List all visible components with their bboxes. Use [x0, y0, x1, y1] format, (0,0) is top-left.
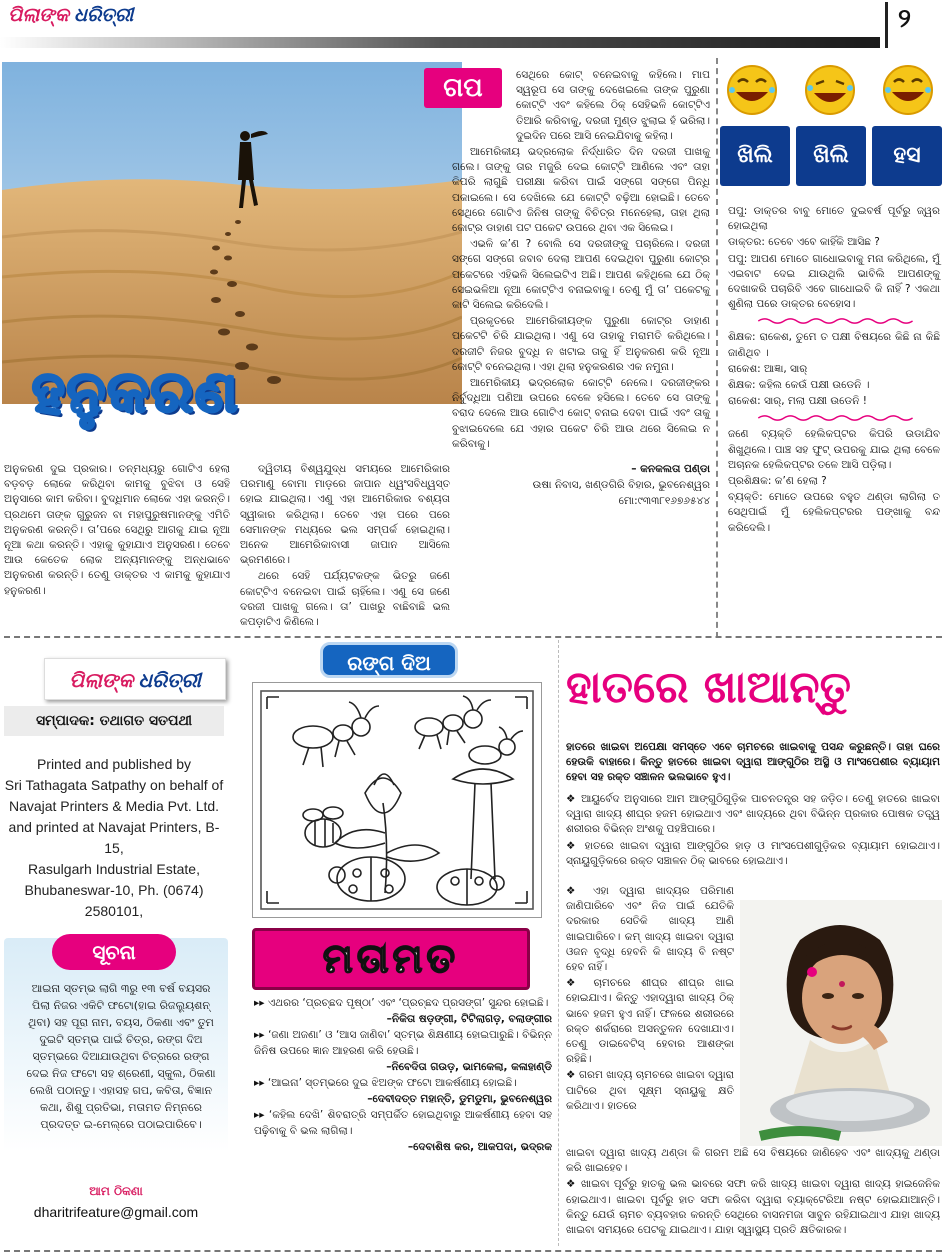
opinion-text-2: ▸▸ ‘ଜଣା ଅଜଣା’ ଓ ‘ଆସ ଜାଣିବା’ ସ୍ତମ୍ଭ ଶିକ୍ଷଣୀୟ ହୋଇପାରୁଛି। ବିଭିନ୍ନ ଜିନିଷ ଉପରେ ଜ୍ଞାନ ଆହରଣ କରି ହେଉଛି। — [254, 1029, 552, 1057]
story-author: – କନକଲତା ପଣ୍ଡା — [631, 463, 710, 476]
page-header — [0, 0, 945, 50]
jokes-faces — [718, 60, 942, 120]
masthead-logo-part2: ଧରିତ୍ରୀ — [138, 668, 201, 692]
story-para-r4: ଆମେରିକୀୟ ଭଦ୍ରଲୋକ କୋଟ୍‌ଟି ନେଲେ। ଦରଜୀଙ୍କର ନିର୍ବୁଦ୍ଧିଆ ପଣିଆ ଉପରେ ବେଳେ ହସିଲେ। ତେବେ ସେ ତାଙ୍କୁ ବରାଦ ଦେଲେ ଆଉ ଗୋଟିଏ କୋଟ୍ ବନାଇ ଦେବା ପାଇଁ ଏବଂ ତାକୁ ବୁଝାଇଦେଲେ ଯେ ଏହାର ପକେଟ ଚିରି ଆଉ ଥରେ ସିଲେଇ ନ କରିବାକୁ। — [452, 377, 710, 450]
story-column-right — [452, 68, 710, 511]
wavy-divider-2 — [728, 413, 940, 423]
opinion-arrow-icon: ▸▸ — [254, 997, 268, 1009]
opinion-arrow-icon: ▸▸ — [254, 1077, 268, 1090]
header-divider — [885, 2, 888, 48]
masthead — [4, 650, 224, 919]
opinion-by-1: –ନିକିତା ଷଡ଼ଙ୍ଗୀ, ଟିଟିଲାଗଡ଼, ବଲାଙ୍ଗୀର — [386, 1013, 552, 1026]
joke-2-line-2: ରାକେଶ: ଆଜ୍ଞା, ସାର୍ — [728, 362, 808, 375]
bee — [303, 807, 343, 847]
header-logo-part2: ଧରିତ୍ରୀ — [73, 4, 134, 26]
notice-title: ସୂଚନା — [52, 934, 176, 970]
opinion-text-1: ▸▸ ଏଥରର ‘ପ୍ରଚ୍ଛଦ ପୃଷ୍ଠା’ ଏବଂ ‘ପ୍ରଚ୍ଛଦ ପ୍ରସଙ୍ଗ’ ସୁନ୍ଦର ହୋଇଛି। — [254, 997, 549, 1009]
hands-points-full — [566, 792, 940, 870]
opinion-arrow-icon: ▸▸ — [254, 1029, 269, 1042]
story-phone: ମୋ:୯୩୩୮୧୬୭୬୫୪୪ — [618, 495, 710, 508]
jokes-title-word-3: ହସ — [872, 126, 942, 186]
girl-eating-image — [740, 900, 942, 1146]
notice-body: ଆଇନା ସ୍ତମ୍ଭ ଲାଗି ୩ରୁ ୧୩ ବର୍ଷ ବୟସର ପିଲା ନିଜର ଏକିଟି ଫଟୋ(ହାଇ ରିଜଲ୍ୟୁଶନ୍ ଥିବା) ସହ ପୂରା ନାମ, ବୟସ, ଠିକଣା ଏବଂ ତୁମ ଦୁଇଟି ସ୍ତମ୍ଭ ପାଇଁ ଚିତ୍ର, ରଙ୍ଗ ଦିଅ ସ୍ତମ୍ଭରେ ଦିଆଯାଉଥିବା ଚିତ୍ରରେ ରଙ୍ଗ ଦେଇ ନିଜ ଫଟୋ ସହ ଶ୍ରେଣୀ, ସ୍କୁଲ, ଠିକଣା ଲେଖି ପଠାନ୍ତୁ। ଏହାସହ ଗପ, କବିତା, ବିଜ୍ଞାନ କଥା, ଶିଶୁ ପ୍ରତିଭା, ମତାମତ ନିମ୍ନରେ ପ୍ରଦତ୍ତ ଇ-ମେଲ୍‌ରେ ପଠାଇପାରିବେ। — [26, 982, 216, 1131]
imprint-line-3: Navajat Printers & Media Pvt. Ltd. — [8, 798, 220, 814]
hands-point-1: ❖ ଆୟୁର୍ବେଦ ଅନୁସାରେ ଆମ ଆଙ୍ଗୁଠିଗୁଡ଼ିକ ପାଚନତନ୍ତ୍ର ସହ ଜଡ଼ିତ। ତେଣୁ ହାତରେ ଖାଇବା ଦ୍ୱାରା ଖାଦ୍ୟ ଶୀଘ୍ର ହଜମ ହୋଇଥାଏ ଏବଂ ଖାଦ୍ୟରେ ଥିବା ବିଭିନ୍ନ ପ୍ରକାର ପୋଷକ ତତ୍ତ୍ୱ ଶରୀରର ବିଭିନ୍ନ ଅଂଶକୁ ପହଞ୍ଚିପାରେ। — [566, 793, 940, 836]
opinion-text-4: ▸▸ ‘କହିଲ ଦେଖି’ ଶିବରାତ୍ରି ସମ୍ପର୍କିତ ହୋଇଥିବାରୁ ଆକର୍ଷଣୀୟ ହେବା ସହ ପଢ଼ିବାକୁ ବି ଭଲ ଲାଗିଲା। — [254, 1109, 552, 1137]
mushroom — [453, 769, 513, 879]
masthead-logo-part1: ପିଲାଙ୍କ — [69, 668, 134, 692]
joke-1-line-2: ଡାକ୍ତର: ତେବେ ଏବେ କାହିଁକି ଆସିଛ ? — [728, 236, 880, 249]
opinion-text-3: ▸▸ ‘ଆଇନା’ ସ୍ତମ୍ଭରେ ଦୁଇ ଝିଅଙ୍କ ଫଟୋ ଆକର୍ଷଣୀୟ ହୋଇଛି। — [254, 1077, 517, 1090]
diamond-bullet-icon: ❖ — [566, 885, 593, 897]
imprint-line-2: Sri Tathagata Satpathy on behalf of — [4, 777, 224, 793]
notice-address-label: ଆମ ଠିକଣା — [89, 1184, 143, 1198]
masthead-imprint — [4, 754, 224, 922]
story-para-r1: ଆମେରିକୀୟ ଭଦ୍ରଲୋକ ନିର୍ଦ୍ଧାରିତ ଦିନ ଦରଜୀ ପାଖକୁ ଗଲେ। ତାଙ୍କୁ ତାର ମଜୁରି ଦେଇ କୋଟ୍‌ଟି ଆଣିଲେ ଏବଂ ତାହା କିପରି ଲାଗୁଛି ପରୀକ୍ଷା କରିବା ପାଇଁ ସଙ୍ଗେ ସଙ୍ଗେ ପିନ୍ଧି ପକାଇଲେ। ସେ ଦେଖିଲେ ଯେ କୋଟ୍‌ଟି ବଢ଼ିଆ ହୋଇଛି। ତେବେ ସେଥିରେ ଗୋଟିଏ ଜିନିଷ ତାଙ୍କୁ ବିଚିତ୍ର ମନେହେଲା, ତାହା ଥିଲା କୋଟ୍‌ର ଡାହାଣ ପଟ ପକେଟ ଉପରେ ଥିବା ଏକ ସିଲେଇ। — [452, 146, 710, 235]
opinion-item-1 — [254, 996, 552, 1027]
imprint-line-6: Bhubaneswar-10, Ph. (0674) 2580101, — [24, 882, 204, 919]
ant-1 — [293, 702, 379, 767]
opinion-item-4 — [254, 1108, 552, 1155]
jokes-title-word-2: ଖିଲି — [796, 126, 866, 186]
girl-eating-photo — [740, 900, 942, 1146]
opinion-by-3: –ଦେବୀଦତ୍ତ ମହାନ୍ତି, ଡୁମଡୁମା, ଭୁବନେଶ୍ୱର — [367, 1093, 552, 1106]
jokes-title — [720, 126, 942, 186]
joke-1-line-3: ପପୁ: ଆପଣ ମୋତେ ଗାଧୋଇବାକୁ ମନା କରିଥିଲେ, ମୁଁ ଏଇବାଟ ଦେଇ ଯାଉଥିଲି ଭାବିଲି ଆପଣଙ୍କୁ ଦେଖାକରି ପଚାରିବି ଏବେ ଗାଧୋଇବି କି ନାହିଁ ? ଏକଥା ଶୁଣିଲା ପରେ ଡାକ୍ତର ବେହୋସ। — [728, 252, 940, 311]
hands-point-5: ❖ ଗରମ ଖାଦ୍ୟ ଚାମଚରେ ଖାଇବା ଦ୍ୱାରା ପାଟିରେ ଥିବା ସୂକ୍ଷ୍ମ ସ୍ନାୟୁକୁ କ୍ଷତି କରିଥାଏ। ହାତରେ — [566, 1069, 734, 1112]
story-column-left — [4, 462, 230, 600]
opinion-item-3 — [254, 1076, 552, 1107]
story-para-r2: ଏଭଳି କ’ଣ ? ବୋଲି ସେ ଦରଜୀଙ୍କୁ ପଚାରିଲେ। ଦରଜୀ ସଙ୍ଗେ ସଙ୍ଗେ ଜବାବ ଦେଲା ଆପଣ ଦେଇଥିବା ପୁରୁଣା କୋଟ୍‌ର ପକେଟରେ ଏହିଭଳି ସିଲେଇଟିଏ ଅଛି। ଆପଣ କହିଥିଲେ ଯେ ଠିକ୍ ସେଇଭଳିଆ ନୂଆ କୋଟ୍‌ଟିଏ ବନାଇବାକୁ। ତେଣୁ ମୁଁ ତା’ ପକେଟକୁ କାଟି ସିଲେଇ କରିଦେଲି। — [452, 238, 710, 312]
story-para-r0: ସେଥିରେ କୋଟ୍ ବନେଇବାକୁ କହିଲେ। ମାପ ସ୍ୱରୂପ ସେ ତାଙ୍କୁ ଦେଖେଇଲେ ତାଙ୍କ ପୁରୁଣା କୋଟ୍‌ଟି ଏବଂ କହିଲେ ଠିକ୍ ସେହିଭଳି କୋଟ୍‌ଟିଏ ତିଆରି କରିବାକୁ, ଦରଜୀ ମୁଣ୍ଡ ଝୁଲାଇ ହଁ ଭରିଲା। ଦୁଇଦିନ ପରେ ଆସି ନେଇଯିବାକୁ କହିଲା। — [516, 69, 710, 142]
story-para-m1: ଥରେ ସେହି ପର୍ଯ୍ୟଟକଙ୍କ ଭିତରୁ ଜଣେ କୋଟ୍‌ଟିଏ ବନେଇବା ପାଇଁ ଚାହିଁଲେ। ଏଣୁ ସେ ଜଣେ ଦରଜୀ ପାଖକୁ ଗଲେ। ତା’ ପାଖରୁ ବାଛିବାଛି ଭଲ କପଡ଼ାଟିଏ କିଣିଲେ। — [240, 570, 450, 629]
desert-photo — [2, 62, 462, 404]
laughing-faces-icon — [718, 60, 942, 120]
imprint-line-1: Printed and published by — [36, 756, 192, 772]
vertical-divider-bottom — [558, 640, 559, 1246]
hands-point-3: ❖ ଏହା ଦ୍ୱାରା ଖାଦ୍ୟର ପରିମାଣ ଜାଣିପାରିବେ ଏବଂ ନିଜ ପାଇଁ ଯେତିକି ଦରକାର ସେତିକି ଖାଦ୍ୟ ଆଣି ଖାଇପାରିବେ। କମ୍ ଖାଦ୍ୟ ଖାଇବା ଦ୍ୱାରା ଓଜନ ବୃଦ୍ଧି ହେବନି କି ଖାଦ୍ୟ ବି ନଷ୍ଟ ହେବ ନାହିଁ। — [566, 885, 734, 974]
jokes-body — [728, 204, 940, 537]
hands-point-2: ❖ ହାତରେ ଖାଇବା ଦ୍ୱାରା ଆଙ୍ଗୁଠିର ହାଡ଼ ଓ ମାଂସପେଶୀଗୁଡ଼ିକର ବ୍ୟାୟାମ ହୋଇଥାଏ। ସ୍ନାୟୁଗୁଡ଼ିକରେ ରକ୍ତ ସଞ୍ଚାଳନ ଠିକ୍ ଭାବରେ ହୋଇଥାଏ। — [566, 839, 940, 867]
hands-title: ହାତରେ ଖାଆନ୍ତୁ — [566, 662, 851, 713]
hands-point-4: ❖ ଚାମଚରେ ଶୀଘ୍ର ଶୀଘ୍ର ଖାଇ ହୋଇଯାଏ। କିନ୍ତୁ ଏହାଦ୍ୱାରା ଖାଦ୍ୟ ଠିକ୍ ଭାବେ ହଜମ ହୁଏ ନାହିଁ। ଫଳରେ ଶରୀରରେ ରକ୍ତ ଶର୍କରାରେ ଅସନ୍ତୁଳନ ଦେଖାଯାଏ। ତେଣୁ ଡାଇବେଟିସ୍ ହେବାର ଆଶଙ୍କା ରହିଛି। — [566, 977, 734, 1066]
hands-points-narrow — [566, 884, 734, 1115]
header-logo-part1: ପିଲାଙ୍କ — [8, 4, 69, 26]
joke-3-line-2: ପ୍ରଶିକ୍ଷକ: କ’ଣ ହେଲା ? — [728, 475, 827, 488]
story-title: ହନୁକରଣ — [32, 360, 240, 425]
story-badge: ଗପ — [424, 68, 502, 108]
vertical-divider-top — [716, 58, 718, 638]
coloring-frame — [252, 682, 542, 918]
masthead-logo — [44, 658, 226, 700]
joke-1-line-1: ପପୁ: ଡାକ୍ତର ବାବୁ ମୋତେ ଦୁଇବର୍ଷ ପୂର୍ବରୁ ଜ୍ୱର ହୋଇଥିଲା — [728, 205, 940, 233]
diamond-bullet-icon: ❖ — [566, 977, 594, 990]
notice-email[interactable]: dharitrifeature@gmail.com — [33, 1204, 199, 1220]
story-para-l0: ଅନୁକରଣ ଦୁଇ ପ୍ରକାର। ତନ୍ମଧ୍ୟରୁ ଗୋଟିଏ ହେଲା ବଡ଼ବଡ଼ ଲୋକେ କରିଥିବା କାମକୁ ବୁଝିବା ଓ ସେହି ଅନୁସାରେ କାମ କରିବା। ବୁଦ୍ଧିମାନ ଲୋକେ ଏହା କରନ୍ତି। ପ୍ରଥମେ ତାଙ୍କ ଗୁରୁଜନ ବା ମହାପୁରୁଷମାନଙ୍କୁ ଏମିତି ଅନୁକରଣ କରନ୍ତି। ତା’ପରେ ସେଥିରୁ ଆଗକୁ ଯାଇ ନୂଆ ନୂଆ କଥା କରନ୍ତି। ଏହାକୁ କୁହାଯାଏ ଅନୁସରଣ। ତେବେ ଆଉ କେତେକ ଲୋକ ଅନ୍ୟମାନଙ୍କୁ ଅନ୍ଧଭାବେ ଅନୁକରଣ କରନ୍ତି। ତେଣୁ ଡାକ୍ତର ଏ କାମକୁ କୁହାଯାଏ ହନୁକରଣ। — [4, 463, 230, 597]
joke-3-line-1: ଜଣେ ବ୍ୟକ୍ତି ହେଲିକପ୍ଟର କିପରି ଉଡାଯିବ ଶିଖୁଥିଲେ। ପାଞ୍ଚ ସହ ଫୁଟ୍ ଉପରକୁ ଯାଇ ଥିଲା ବେଳେ ଅଚାନକ ହେଲିକପ୍ଟର ତଳେ ଆସି ପଡ଼ିଲା। — [728, 428, 940, 471]
story-column-mid — [240, 462, 450, 631]
story-para-r3: ପ୍ରକୃତରେ ଆମେରିକୀୟଙ୍କ ପୁରୁଣା କୋଟ୍‌ର ଡାହାଣ ପକେଟଟି ଚିରି ଯାଇଥିଲା। ଏଣୁ ସେ ତାହାକୁ ମରାମତି କରିଥିଲେ। ଦରଜୀଟି ନିଜର ବୁଦ୍ଧି ନ ଖଟାଇ ତାକୁ ହିଁ ଅନୁକରଣ କରି ନୂଆ କୋଟ୍‌ଟି ବନେଇଥିଲା। ଏହା ଥିଲା ହନୁକରଣର ଏକ ନମୁନା। — [452, 315, 710, 373]
diamond-bullet-icon: ❖ — [566, 839, 585, 852]
joke-2-line-1: ଶିକ୍ଷକ: ରାକେଶ, ତୁମେ ତ ପକ୍ଷୀ ବିଷୟରେ କିଛି ନା କିଛି ଜାଣିଥିବ । — [728, 331, 940, 359]
hands-lead: ହାତରେ ଖାଇବା ଅପେକ୍ଷା ସମସ୍ତେ ଏବେ ଚାମଚରେ ଖାଇବାକୁ ପସନ୍ଦ କରୁଛନ୍ତି। ତାହା ଘରେ ହେଉକି ବାହାରେ। କିନ୍ତୁ ହାତରେ ଖାଇବା ଦ୍ୱାରା ଆଙ୍ଗୁଠିର ଅସ୍ଥି ଓ ମାଂସପେଶୀର ବ୍ୟାୟାମ ହେବା ସହ ରକ୍ତ ସଞ୍ଚାଳନ ଭଲଭାବେ ହୁଏ। — [566, 741, 940, 784]
page-number: ୨ — [898, 4, 911, 34]
ant-2 — [415, 696, 491, 749]
desert-walk-image — [2, 62, 462, 404]
hands-points-tail — [566, 1146, 940, 1239]
coloring-title: ରଙ୍ଗ ଦିଅ — [320, 642, 458, 678]
diamond-bullet-icon: ❖ — [566, 1178, 581, 1191]
imprint-line-5: Rasulgarh Industrial Estate, — [28, 861, 200, 877]
flower-stem — [335, 774, 439, 893]
diamond-bullet-icon: ❖ — [566, 793, 582, 805]
horizontal-divider-mid — [4, 636, 942, 638]
opinions-title-box — [252, 928, 530, 990]
hands-point-5-cont: ଖାଇବା ଦ୍ୱାରା ଖାଦ୍ୟ ଥଣ୍ଡା କି ଗରମ ଅଛି ସେ ବିଷୟରେ ଜାଣିହେବ ଏବଂ ଖାଦ୍ୟକୁ ଥଣ୍ଡା କରି ଖାଇହେବ। — [566, 1147, 940, 1175]
jokes-title-word-1: ଖିଲି — [720, 126, 790, 186]
header-logo — [8, 4, 133, 34]
joke-3-line-3: ବ୍ୟକ୍ତି: ମୋତେ ଉପରେ ବହୁତ ଥଣ୍ଡା ଲାଗିଲା ତ ସେଥିପାଇଁ ମୁଁ ହେଲିକପ୍ଟରର ପଙ୍ଖାକୁ ବନ୍ଦ କରିଦେଲି। — [728, 491, 940, 534]
opinions-title: ମତାମତ — [322, 936, 460, 982]
joke-2-line-3: ଶିକ୍ଷକ: କହିଲ କେଉଁ ପକ୍ଷୀ ଉଡେନି । — [728, 379, 870, 392]
notice-box — [4, 938, 228, 1244]
opinion-by-4: –ଦେବାଶିଷ କର, ଆକପଦା, ଭଦ୍ରକ — [407, 1140, 552, 1153]
hands-point-6: ❖ ଖାଇବା ପୂର୍ବରୁ ହାତକୁ ଭଲ ଭାବରେ ସଫା କରି ଖାଦ୍ୟ ଖାଇବା ଦ୍ୱାରା ଖାଦ୍ୟ ହାଇଜେନିକ ହୋଇଥାଏ। ଖାଇବା ପୂର୍ବରୁ ହାତ ସଫା କରିବା ଦ୍ୱାରା ବ୍ୟାକ୍ଟେରିଆ ନଷ୍ଟ ହୋଇଯାଆନ୍ତି। କିନ୍ତୁ ଯେଉଁ ଚାମଚ ବ୍ୟବହାର କରନ୍ତି ସେଥିରେ ବାସନମଜା ସାବୁନ ରହିଯାଇଥାଏ ଯାହା ଖାଦ୍ୟ ଖାଇବା ସମୟରେ ପେଟକୁ ଯାଇଥାଏ। ଯାହା ସ୍ୱାସ୍ଥ୍ୟ ପ୍ରତି କ୍ଷତିକାରକ। — [566, 1178, 940, 1237]
opinions-list — [254, 996, 552, 1156]
coloring-ants-flowers-image — [253, 683, 541, 917]
opinion-by-2: –ନିବେଦିତା ଗଉଡ଼, ଭାମକେଲା, କଳାହାଣ୍ଡି — [386, 1060, 552, 1073]
joke-2-line-4: ରାକେଶ: ସାର୍, ମଲା ପକ୍ଷୀ ଉଡେନି ! — [728, 395, 867, 408]
wavy-divider-1 — [728, 316, 940, 326]
opinion-item-2 — [254, 1028, 552, 1075]
masthead-editor: ସମ୍ପାଦକ: ତଥାଗତ ସତପଥୀ — [4, 706, 224, 736]
horizontal-divider-bottom — [4, 1250, 942, 1252]
story-para-m0: ଦ୍ୱିତୀୟ ବିଶ୍ୱଯୁଦ୍ଧ ସମୟରେ ଆମେରିକାର ପରମାଣୁ ବୋମା ମାଡ଼ରେ ଜାପାନ ଧ୍ୱଂସବିଧ୍ୱସ୍ତ ହୋଇ ଯାଇଥିଲା। ଏଣୁ ଏହା ଆମେରିକାର ବଶ୍ୟତା ସ୍ୱୀକାର କରିଥିଲା। ତେବେ ଏହା ପରେ ପରେ ସେମାନଙ୍କ ମଧ୍ୟରେ ଭଲ ସମ୍ପର୍କ ହୋଇଥିଲା। ଅନେକ ଆମେରିକାବାସୀ ଜାପାନ ଆସିଲେ ଭ୍ରମଣରେ। — [240, 463, 450, 567]
diamond-bullet-icon: ❖ — [566, 1069, 579, 1082]
opinion-arrow-icon: ▸▸ — [254, 1109, 269, 1122]
story-address: ଉଷା ନିବାସ, ଖଣ୍ଡଗିରି ବିହାର, ଭୁବନେଶ୍ୱର — [532, 479, 710, 492]
ladybug-1 — [329, 857, 405, 901]
ant-3 — [469, 727, 523, 764]
header-rule — [0, 37, 880, 48]
imprint-line-4: and printed at Navajat Printers, B-15, — [8, 819, 220, 856]
